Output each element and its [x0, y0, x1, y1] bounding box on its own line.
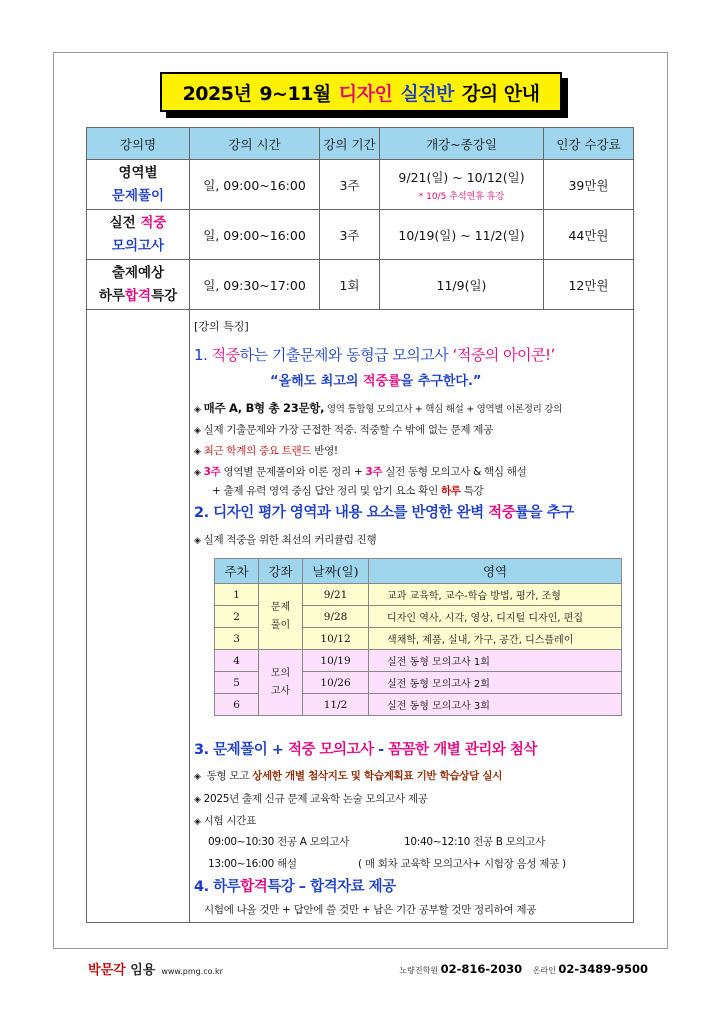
bullet-text: 실제 적중을 위한 최선의 커리큘럼 진행: [203, 534, 377, 546]
course-name-part: 특강: [151, 287, 178, 304]
timetable-entry: 10:40~12:10 전공 B 모의고사: [404, 836, 546, 848]
logo-part: 임용: [125, 963, 156, 978]
week-cell: 1: [215, 584, 259, 606]
table-row: [87, 210, 634, 260]
phone-number: 02-3489-9500: [558, 962, 648, 976]
date-cell: 9/21: [303, 584, 369, 606]
course-dates: [380, 160, 544, 210]
course-name-highlight: 합격: [124, 287, 152, 304]
course-table: [86, 127, 634, 923]
bullet-text: 반영!: [311, 445, 338, 457]
timetable-entry: 13:00~16:00 해설: [208, 858, 297, 870]
bullet-highlight: 상세한 개별 첨삭지도 및 학습계획표 기반 학습상담 실시: [252, 770, 503, 782]
bullet-item: [194, 532, 376, 547]
bullet-text: 실제 기출문제와 가장 근접한 적중. 적중할 수 밖에 없는 문제 제공: [203, 424, 493, 436]
bullet-text: 2025년 출제 신규 문제 교육학 논술 모의고사 제공: [203, 793, 428, 805]
phone-label: 온라인: [532, 966, 556, 975]
section-text: 3. 문제풀이 +: [194, 742, 288, 758]
bullet-highlight: 3주: [365, 466, 383, 478]
course-period: 3주: [320, 210, 380, 260]
diamond-bullet-icon: ◈: [194, 405, 201, 415]
course-dates-text: 9/21(일) ~ 10/12(일): [398, 169, 525, 185]
course-time: 일, 09:00~16:00: [190, 160, 320, 210]
section-text: 하는 기출문제와 동형급 모의고사: [239, 346, 453, 364]
course-name-line2: [87, 285, 189, 308]
features-cell: [190, 310, 634, 923]
slogan-part: 을 추구한다.”: [400, 374, 482, 389]
diamond-bullet-icon: ◈: [194, 795, 201, 805]
header-dates: 개강~종강일: [380, 128, 544, 160]
header-date: 날짜(일): [303, 559, 369, 584]
date-cell: 10/12: [303, 628, 369, 650]
header-time: 강의 시간: [190, 128, 320, 160]
course-name-line1: 영역별: [118, 164, 158, 181]
website-url[interactable]: www.pmg.co.kr: [161, 967, 223, 976]
date-cell: 11/2: [303, 694, 369, 716]
diamond-bullet-icon: ◈: [194, 817, 201, 827]
publisher-logo: [88, 959, 223, 978]
course-name-highlight: 적중: [140, 214, 167, 231]
bullet-text: 동형 모고: [203, 770, 253, 782]
title-suffix: 강의 안내: [461, 82, 540, 105]
table-row: [215, 584, 622, 606]
schedule-header: [215, 559, 622, 584]
week-cell: 4: [215, 650, 259, 672]
week-cell: 2: [215, 606, 259, 628]
phone-label: 노량진학원: [399, 966, 439, 975]
section-text: 률을 추구: [515, 505, 574, 521]
course-name: [87, 210, 190, 260]
diamond-bullet-icon: ◈: [194, 426, 201, 436]
timetable-note: ( 매 회차 교육학 모의고사+ 시험장 음성 제공 ): [358, 858, 566, 870]
bullet-item: [194, 791, 428, 806]
slogan-highlight: 적중률: [362, 374, 401, 389]
bullet-item: [194, 400, 562, 416]
course-fee: 12만원: [543, 260, 633, 310]
features-content: [190, 310, 630, 922]
highlight-text: 합격: [240, 879, 268, 895]
bullet-item: [194, 813, 256, 828]
bullet-highlight: 최근 학계의 중요 트랜드: [203, 445, 312, 457]
highlight-quote: ‘적중의 아이콘!’: [452, 346, 555, 364]
bullet-item: [194, 768, 502, 783]
course-cell: [259, 650, 303, 716]
course-name-line1: [87, 212, 189, 235]
date-cell: 9/28: [303, 606, 369, 628]
course-name-part: 하루: [98, 287, 125, 304]
header-course: 강좌: [259, 559, 303, 584]
header-fee: 인강 수강료: [543, 128, 633, 160]
section-text: 특강 – 합격자료 제공: [267, 879, 396, 895]
highlight-text: 꼼꼼한 개별 관리와 첨삭: [388, 742, 537, 758]
footer: [88, 962, 648, 978]
features-label: [강의 특징]: [194, 320, 249, 333]
table-row: [215, 650, 622, 672]
course-name-line1: 출제예상: [111, 264, 165, 281]
title-banner: [160, 72, 568, 118]
section-1-slogan: [270, 370, 481, 389]
diamond-bullet-icon: ◈: [194, 772, 201, 782]
bullet-text: 특강: [460, 485, 484, 497]
features-left-cell: [87, 310, 190, 923]
header-course-name: 강의명: [87, 128, 190, 160]
logo-part: 문각: [100, 963, 126, 978]
date-cell: 10/26: [303, 672, 369, 694]
week-cell: 5: [215, 672, 259, 694]
course-name-line2: 모의고사: [111, 237, 165, 254]
section-text: 4. 하루: [194, 879, 241, 895]
title-year: 2025년: [182, 82, 252, 105]
area-cell: 실전 동형 모의고사 1회: [369, 650, 622, 672]
course-period: 1회: [320, 260, 380, 310]
course-fee: 39만원: [543, 160, 633, 210]
bullet-item: [194, 422, 493, 437]
course-time: 일, 09:00~16:00: [190, 210, 320, 260]
course-name-part: 실전: [109, 214, 141, 231]
area-cell: 색채학, 제품, 실내, 가구, 공간, 디스플레이: [369, 628, 622, 650]
header-period: 강의 기간: [320, 128, 380, 160]
bullet-continuation: [212, 483, 483, 498]
course-time: 일, 09:30~17:00: [190, 260, 320, 310]
title-class: 실전반: [400, 82, 454, 105]
phone-number: 02-816-2030: [440, 962, 523, 976]
course-name: [87, 160, 190, 210]
table-row: [87, 160, 634, 210]
table-row: [87, 260, 634, 310]
holiday-note: * 10/5 추석연휴 휴강: [418, 191, 505, 202]
course-name-line2: 문제풀이: [111, 187, 165, 204]
section-number: 1.: [194, 346, 212, 364]
course-fee: 44만원: [543, 210, 633, 260]
bullet-text: 영역별 문제풀이와 이론 정리 +: [220, 466, 366, 478]
course-cell: [259, 584, 303, 650]
schedule-table: [214, 558, 622, 716]
course-type-label: 문제풀이: [270, 601, 291, 631]
bullet-item: [194, 443, 338, 458]
course-period: 3주: [320, 160, 380, 210]
area-cell: 실전 동형 모의고사 2회: [369, 672, 622, 694]
diamond-bullet-icon: ◈: [194, 468, 201, 478]
area-cell: 실전 동형 모의고사 3회: [369, 694, 622, 716]
bullet-text: 영역 통합형 모의고사 + 핵심 해설 + 영역별 이론정리 강의: [324, 404, 562, 415]
week-cell: 3: [215, 628, 259, 650]
week-cell: 6: [215, 694, 259, 716]
features-row: [87, 310, 634, 923]
page-title: [160, 72, 562, 112]
section-text: 2. 디자인 평가 영역과 내용 요소를 반영한 완벽: [194, 505, 489, 521]
bullet-text: 실전 동형 모의고사 & 핵심 해설: [382, 466, 527, 478]
bullet-highlight: 3주: [203, 466, 221, 478]
highlight-text: 적중: [211, 346, 240, 364]
course-dates: 11/9(일): [380, 260, 544, 310]
bullet-text: + 출제 유력 영역 중심 답안 정리 및 암기 요소 확인: [212, 485, 441, 497]
area-cell: 교과 교육학, 교수-학습 방법, 평가, 조형: [369, 584, 622, 606]
bullet-bold: 매주 A, B형 총 23문항,: [203, 401, 325, 415]
date-cell: 10/19: [303, 650, 369, 672]
section-2-heading: [194, 501, 574, 522]
area-cell: 디자인 역사, 시각, 영상, 디지털 디자인, 편집: [369, 606, 622, 628]
highlight-text: 적중 모의고사: [287, 742, 374, 758]
course-name: [87, 260, 190, 310]
section-4-text: 시험에 나올 것만 + 답안에 쓸 것만 + 남은 기간 공부할 것만 정리하여 제공: [204, 904, 537, 916]
title-months: 9~11월: [259, 82, 331, 105]
course-dates: 10/19(일) ~ 11/2(일): [380, 210, 544, 260]
section-text: -: [373, 742, 389, 758]
header-week: 주차: [215, 559, 259, 584]
timetable-entry: 09:00~10:30 전공 A 모의고사: [208, 836, 350, 848]
highlight-text: 적중: [488, 505, 516, 521]
contact-info: [399, 962, 648, 976]
course-table-header: [87, 128, 634, 160]
section-1-heading: [194, 344, 555, 365]
logo-part: 박: [88, 963, 101, 978]
bullet-item: [194, 464, 526, 479]
header-area: 영역: [369, 559, 622, 584]
diamond-bullet-icon: ◈: [194, 536, 201, 546]
title-design: 디자인: [338, 82, 393, 105]
diamond-bullet-icon: ◈: [194, 447, 201, 457]
slogan-part: “올해도 최고의: [270, 374, 363, 389]
section-4-heading: [194, 875, 396, 896]
course-type-label: 모의고사: [270, 667, 291, 697]
section-3-heading: [194, 738, 537, 759]
bullet-text: 시험 시간표: [203, 815, 256, 827]
bullet-highlight: 하루: [440, 485, 461, 497]
